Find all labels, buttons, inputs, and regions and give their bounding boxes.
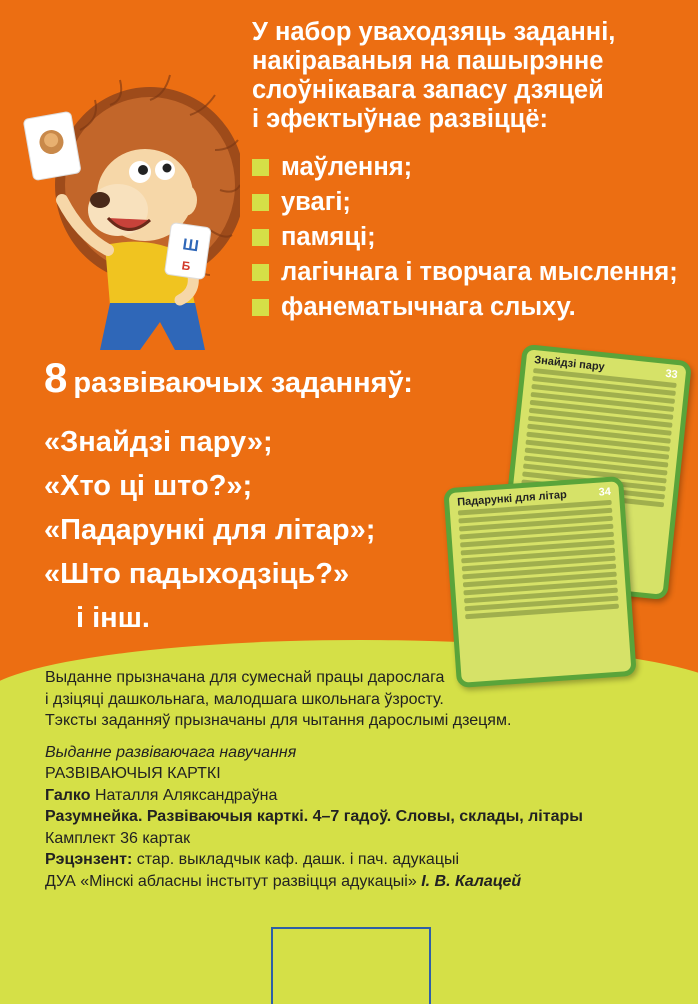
barcode-frame xyxy=(271,927,431,1004)
tasks-heading xyxy=(44,354,413,402)
bullet-square-icon xyxy=(252,159,269,176)
list-item: «Знайдзі пару»; xyxy=(44,426,273,458)
card-letter-1: Ш xyxy=(181,236,200,256)
hedgehog-illustration xyxy=(0,60,240,350)
list-item: увагі; xyxy=(252,185,692,220)
intro-line: і эфектыўнае развіццё: xyxy=(252,105,549,133)
tasks-count: 8 xyxy=(44,354,68,401)
intro-line: накіраваныя на пашырэнне xyxy=(252,47,604,75)
card-number: 33 xyxy=(664,367,679,382)
bullet-square-icon xyxy=(252,194,269,211)
imprint-line: РАЗВІВАЮЧЫЯ КАРТКІ xyxy=(45,765,221,782)
card-number: 34 xyxy=(598,485,612,499)
bullet-square-icon xyxy=(252,264,269,281)
sample-card xyxy=(443,476,637,688)
list-item: фанематычнага слыху. xyxy=(252,290,692,325)
list-item: «Падарункі для літар»; xyxy=(44,514,376,546)
list-item: і інш. xyxy=(76,602,150,634)
card-title: Знайдзі пару xyxy=(533,354,606,374)
reviewer-line: Рэцэнзент: стар. выкладчык каф. дашк. і пач. адукацыі xyxy=(45,851,460,868)
intro-block xyxy=(252,18,692,325)
imprint-line: і дзіцяці дашкольнага, малодшага школьнага ўзросту. xyxy=(45,690,444,708)
list-item: «Што падыходзіць?» xyxy=(44,558,350,590)
bullet-square-icon xyxy=(252,229,269,246)
kit-line: Камплект 36 картак xyxy=(45,829,191,847)
imprint-block xyxy=(45,667,685,892)
list-item: «Хто ці што?»; xyxy=(44,470,253,502)
author-line: Галко Наталля Аляксандраўна xyxy=(45,786,278,804)
card-letter-2: Б xyxy=(180,258,192,274)
imprint-line: Тэксты заданняў прызначаны для чытання дарослымі дзецям. xyxy=(45,712,512,729)
list-item: лагічнага і творчага мыслення; xyxy=(252,255,692,290)
tasks-list xyxy=(44,420,375,640)
institution-line: ДУА «Мінскі абласны інстытут развіцця адукацыі» І. В. Калацей xyxy=(45,872,522,890)
tasks-heading-text: развіваючых заданняў: xyxy=(73,367,413,399)
imprint-line: Выданне прызначана для сумеснай працы дарослага xyxy=(45,669,445,686)
bullet-square-icon xyxy=(252,299,269,316)
intro-line: слоўнікавага запасу дзяцей xyxy=(252,76,604,104)
intro-line: У набор уваходзяць заданні, xyxy=(252,18,616,46)
list-item: памяці; xyxy=(252,220,692,255)
card-title: Падарункі для літар xyxy=(456,488,568,509)
list-item: маўлення; xyxy=(252,150,692,185)
book-title: Разумнейка. Развіваючыя карткі. 4–7 гадоў. Словы, склады, літары xyxy=(45,808,583,825)
imprint-line: Выданне развіваючага навучання xyxy=(45,743,297,761)
skills-list xyxy=(252,150,692,325)
